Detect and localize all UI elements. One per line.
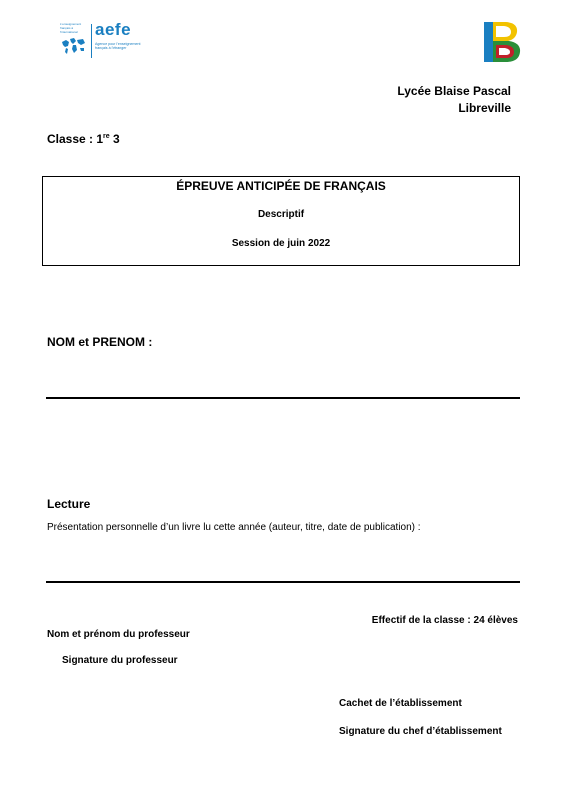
exam-title: ÉPREUVE ANTICIPÉE DE FRANÇAIS	[176, 179, 386, 193]
aefe-wordmark: aefe	[95, 20, 132, 39]
exam-header-box	[42, 176, 520, 266]
class-ordinal: re	[103, 133, 110, 140]
school-stamp-label: Cachet de l’établissement	[339, 698, 462, 709]
aefe-divider	[91, 24, 92, 58]
school-name: Lycée Blaise Pascal	[397, 84, 511, 98]
lecture-answer-line	[46, 581, 520, 583]
exam-subtitle: Descriptif	[257, 209, 305, 220]
teacher-name-label: Nom et prénom du professeur	[47, 629, 190, 640]
principal-signature-label: Signature du chef d’établissement	[339, 726, 502, 737]
lecture-prompt: Présentation personnelle d’un livre lu cette année (auteur, titre, date de publication) :	[47, 522, 421, 533]
class-prefix: Classe : 1	[47, 132, 104, 146]
aefe-logo	[60, 22, 142, 62]
school-logo	[482, 20, 522, 64]
name-answer-line	[46, 397, 520, 399]
class-number: 3	[109, 132, 120, 146]
aefe-tagline: Agence pour l'enseignement français à l'étranger	[95, 42, 141, 51]
globe-icon	[60, 36, 86, 56]
school-city: Libreville	[458, 101, 511, 115]
lecture-heading: Lecture	[47, 497, 91, 511]
teacher-signature-label: Signature du professeur	[62, 655, 178, 666]
exam-session: Session de juin 2022	[231, 238, 331, 249]
class-label	[47, 132, 120, 146]
student-name-label: NOM et PRENOM :	[47, 335, 153, 349]
aefe-network-text: L'enseignement français à l'international	[60, 22, 82, 34]
class-size: Effectif de la classe : 24 élèves	[371, 615, 518, 626]
